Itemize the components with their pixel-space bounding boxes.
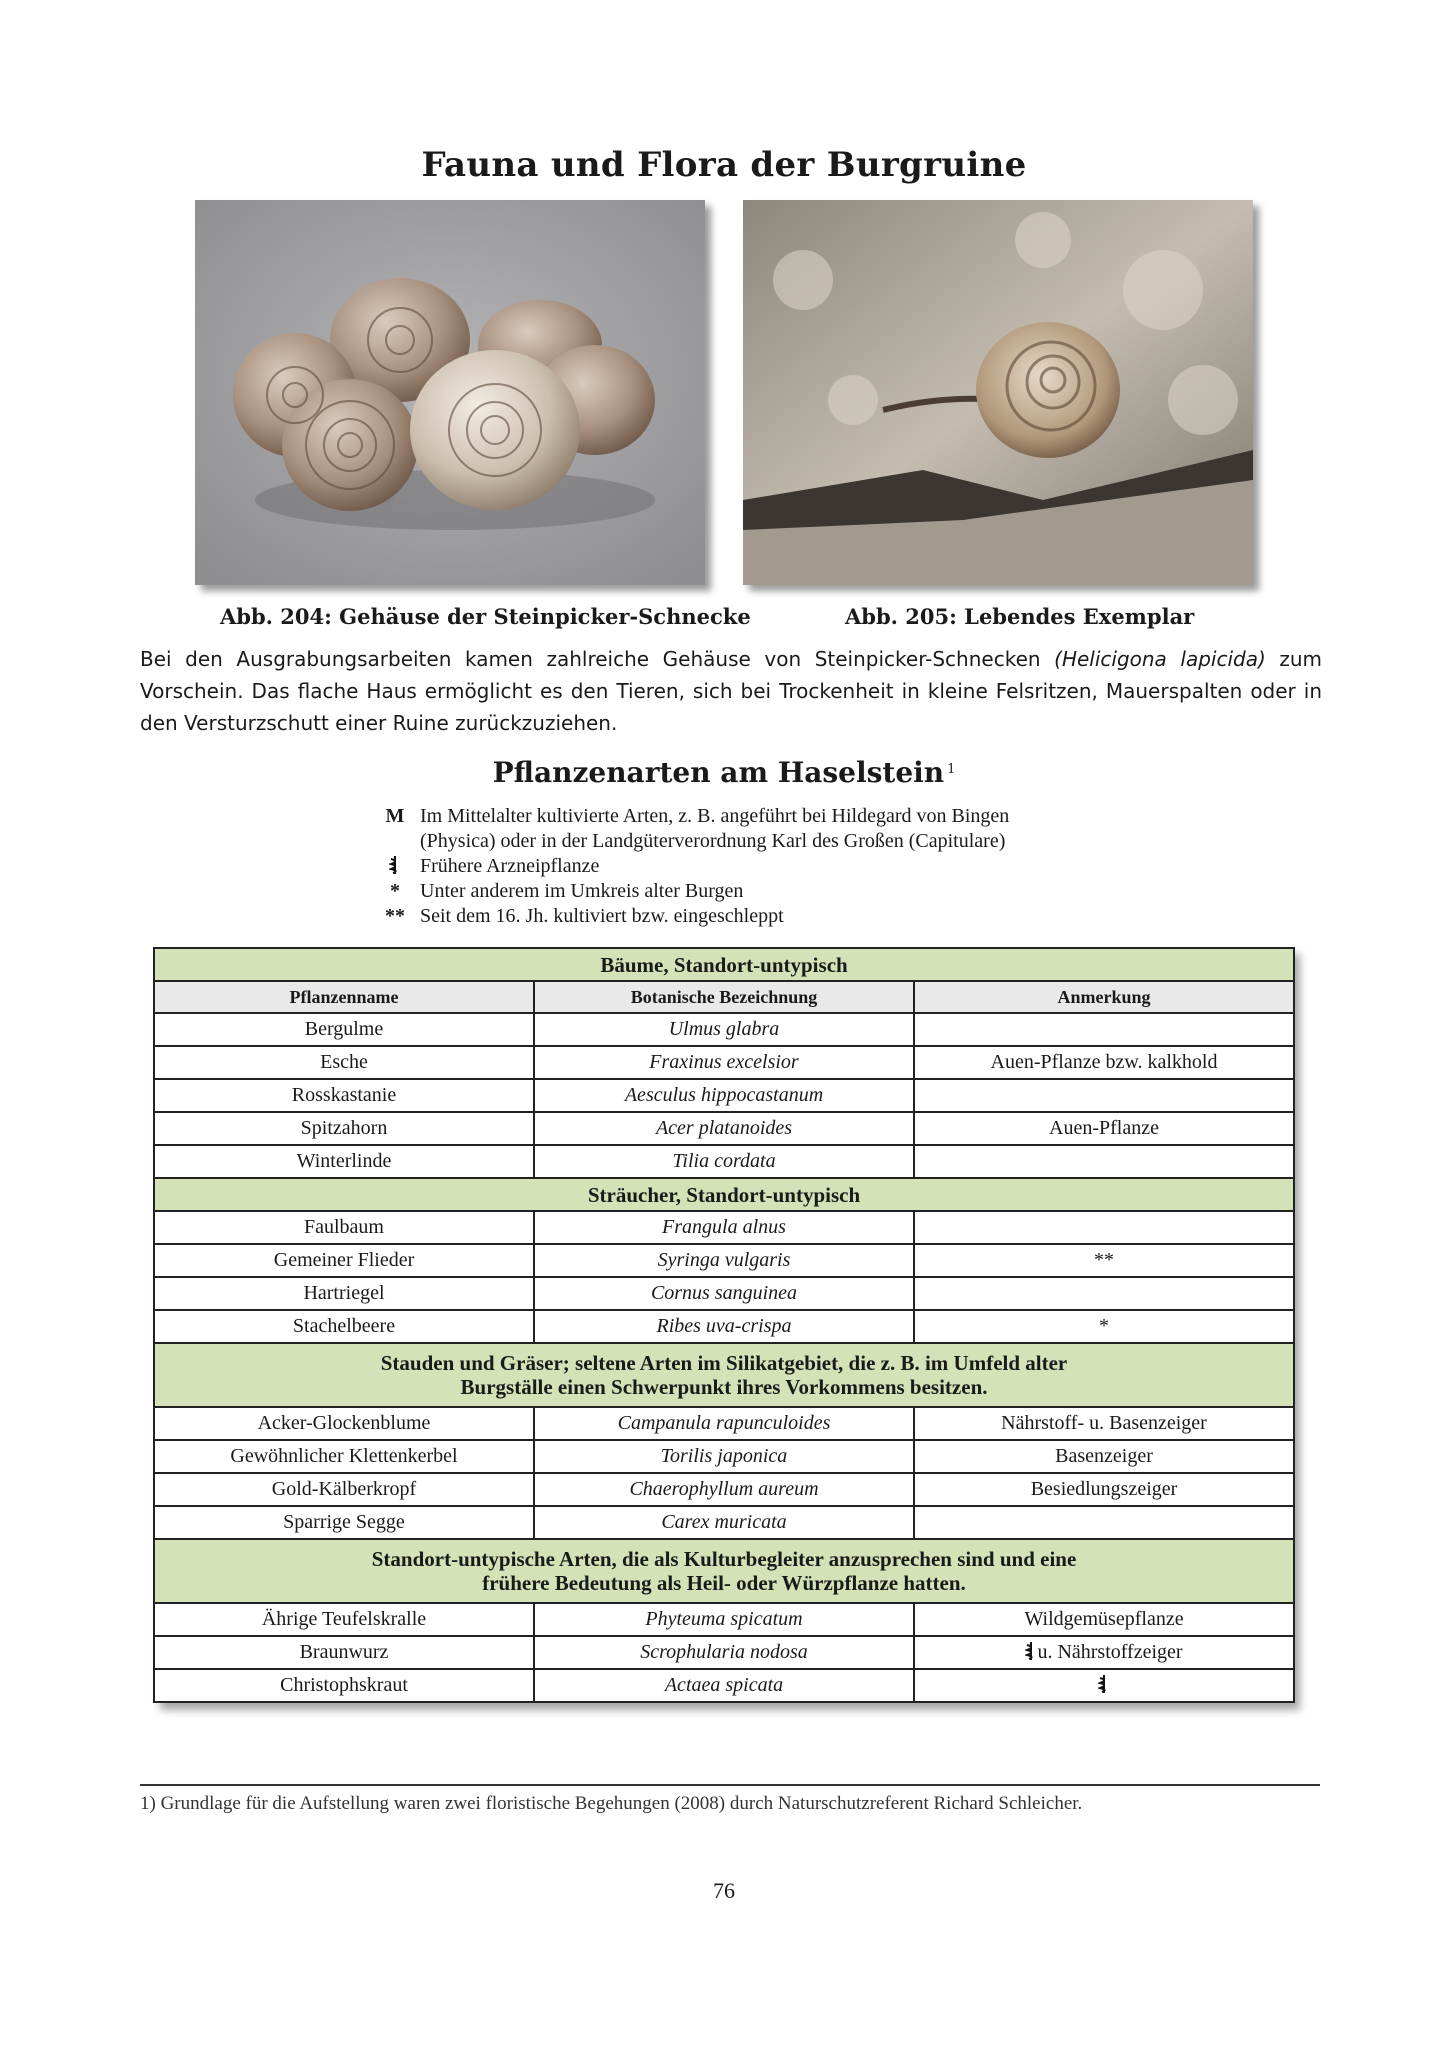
plant-note: Auen-Pflanze xyxy=(914,1112,1294,1145)
plant-name: Acker-Glockenblume xyxy=(154,1407,534,1440)
group-title-line: Standort-untypische Arten, die als Kulturbegleiter anzusprechen sind und eine xyxy=(371,1547,1077,1571)
plant-name: Gold-Kälberkropf xyxy=(154,1473,534,1506)
plant-note xyxy=(914,1145,1294,1178)
plant-name: Sparrige Segge xyxy=(154,1506,534,1539)
plant-note xyxy=(914,1669,1294,1702)
section-heading-text: Pflanzenarten am Haselstein xyxy=(492,756,945,789)
table-row xyxy=(154,1079,1294,1112)
plant-name: Ährige Teufelskralle xyxy=(154,1603,534,1636)
group-title-line: Burgställe einen Schwerpunkt ihres Vorkommens besitzen. xyxy=(460,1375,988,1399)
legend-text: (Physica) oder in der Landgüterverordnung Karl des Großen (Capitulare) xyxy=(420,830,1006,852)
botanical-name: Frangula alnus xyxy=(534,1211,914,1244)
group-title xyxy=(154,1343,1294,1407)
column-header-name: Pflanzenname xyxy=(154,981,534,1013)
legend-symbol: * xyxy=(390,880,400,902)
plant-name: Stachelbeere xyxy=(154,1310,534,1343)
legend-symbol xyxy=(370,854,420,879)
plant-name: Hartriegel xyxy=(154,1277,534,1310)
plant-table xyxy=(153,947,1293,1703)
legend-text: Seit dem 16. Jh. kultiviert bzw. eingeschleppt xyxy=(420,905,784,927)
plant-name: Braunwurz xyxy=(154,1636,534,1669)
plant-name: Bergulme xyxy=(154,1013,534,1046)
table-row xyxy=(154,1310,1294,1343)
plant-name: Winterlinde xyxy=(154,1145,534,1178)
table-row xyxy=(154,1407,1294,1440)
plant-note: Nährstoff- u. Basenzeiger xyxy=(914,1407,1294,1440)
plant-note: * xyxy=(914,1310,1294,1343)
live-snail-photo xyxy=(743,200,1253,585)
page-number: 76 xyxy=(713,1878,735,1903)
plant-note: Wildgemüsepflanze xyxy=(914,1603,1294,1636)
botanical-name: Aesculus hippocastanum xyxy=(534,1079,914,1112)
botanical-name: Fraxinus excelsior xyxy=(534,1046,914,1079)
legend xyxy=(370,804,1130,929)
botanical-name: Phyteuma spicatum xyxy=(534,1603,914,1636)
aesculapian-staff-icon xyxy=(389,855,401,875)
legend-row xyxy=(370,829,1130,854)
table-row xyxy=(154,1440,1294,1473)
plant-name: Spitzahorn xyxy=(154,1112,534,1145)
table-row xyxy=(154,1277,1294,1310)
legend-row xyxy=(370,879,1130,904)
column-header-botanical: Botanische Bezeichnung xyxy=(534,981,914,1013)
plant-note xyxy=(914,1079,1294,1112)
botanical-name: Actaea spicata xyxy=(534,1669,914,1702)
group-title-line: frühere Bedeutung als Heil- oder Würzpflanze hatten. xyxy=(482,1571,966,1595)
plant-note xyxy=(914,1211,1294,1244)
table-group-header xyxy=(154,1539,1294,1603)
table-group-header xyxy=(154,948,1294,981)
botanical-name: Syringa vulgaris xyxy=(534,1244,914,1277)
table-row xyxy=(154,1669,1294,1702)
botanical-name: Acer platanoides xyxy=(534,1112,914,1145)
table-group-header xyxy=(154,1343,1294,1407)
botanical-name: Tilia cordata xyxy=(534,1145,914,1178)
aesculapian-staff-icon xyxy=(1025,1641,1037,1661)
plant-name: Esche xyxy=(154,1046,534,1079)
legend-symbol: M xyxy=(385,805,405,827)
plant-note xyxy=(914,1636,1294,1669)
footnote: 1) Grundlage für die Aufstellung waren zwei floristische Begehungen (2008) durch Naturschutzreferent Richard Schleicher. xyxy=(140,1793,1083,1814)
table-header-row xyxy=(154,981,1294,1013)
table-row xyxy=(154,1244,1294,1277)
snail-shells-photo xyxy=(195,200,705,585)
figure-caption-205: Abb. 205: Lebendes Exemplar xyxy=(845,604,1195,629)
table-row xyxy=(154,1506,1294,1539)
botanical-name: Cornus sanguinea xyxy=(534,1277,914,1310)
group-title: Sträucher, Standort-untypisch xyxy=(154,1178,1294,1211)
table-group-header xyxy=(154,1178,1294,1211)
intro-paragraph xyxy=(140,643,1322,739)
plant-note: Basenzeiger xyxy=(914,1440,1294,1473)
table-row xyxy=(154,1636,1294,1669)
botanical-name: Carex muricata xyxy=(534,1506,914,1539)
plant-note xyxy=(914,1506,1294,1539)
plant-note: Besiedlungszeiger xyxy=(914,1473,1294,1506)
page-title: Fauna und Flora der Burgruine xyxy=(421,145,1027,185)
legend-symbol xyxy=(370,829,420,854)
plant-note xyxy=(914,1277,1294,1310)
table-row xyxy=(154,1013,1294,1046)
plant-name: Gewöhnlicher Klettenkerbel xyxy=(154,1440,534,1473)
botanical-name: Scrophularia nodosa xyxy=(534,1636,914,1669)
group-title: Bäume, Standort-untypisch xyxy=(154,948,1294,981)
plant-name: Rosskastanie xyxy=(154,1079,534,1112)
legend-text: Im Mittelalter kultivierte Arten, z. B. angeführt bei Hildegard von Bingen xyxy=(420,805,1010,827)
plant-name: Christophskraut xyxy=(154,1669,534,1702)
botanical-name: Torilis japonica xyxy=(534,1440,914,1473)
table-row xyxy=(154,1473,1294,1506)
botanical-name: Ribes uva-crispa xyxy=(534,1310,914,1343)
legend-row xyxy=(370,804,1130,829)
figure-caption-204: Abb. 204: Gehäuse der Steinpicker-Schnecke xyxy=(220,604,751,629)
intro-text-after: zum Vorschein. Das flache Haus ermöglicht es den Tieren, sich bei Trockenheit in kleine Felsritzen, Mauerspalten oder in den Versturzschutt einer Ruine zurückzuziehen. xyxy=(140,647,1322,735)
plant-note: Auen-Pflanze bzw. kalkhold xyxy=(914,1046,1294,1079)
table-row xyxy=(154,1211,1294,1244)
group-title-line: Stauden und Gräser; seltene Arten im Silikatgebiet, die z. B. im Umfeld alter xyxy=(380,1351,1068,1375)
legend-text: Unter anderem im Umkreis alter Burgen xyxy=(420,880,744,902)
plant-note-text: u. Nährstoffzeiger xyxy=(1037,1641,1183,1663)
section-heading xyxy=(0,756,1448,789)
table-row xyxy=(154,1046,1294,1079)
botanical-name: Campanula rapunculoides xyxy=(534,1407,914,1440)
botanical-name: Chaerophyllum aureum xyxy=(534,1473,914,1506)
plant-note xyxy=(914,1013,1294,1046)
plant-name: Gemeiner Flieder xyxy=(154,1244,534,1277)
legend-row xyxy=(370,854,1130,879)
intro-text-before: Bei den Ausgrabungsarbeiten kamen zahlreiche Gehäuse von Steinpicker-Schnecken xyxy=(140,647,1055,671)
plant-name: Faulbaum xyxy=(154,1211,534,1244)
column-header-note: Anmerkung xyxy=(914,981,1294,1013)
group-title xyxy=(154,1539,1294,1603)
plant-note: ** xyxy=(914,1244,1294,1277)
legend-symbol: ** xyxy=(385,905,405,927)
intro-latin-name: (Helicigona lapicida) xyxy=(1054,647,1266,671)
table-row xyxy=(154,1145,1294,1178)
legend-row xyxy=(370,904,1130,929)
legend-text: Frühere Arzneipflanze xyxy=(420,855,600,877)
aesculapian-staff-icon xyxy=(1098,1674,1110,1694)
footnote-divider xyxy=(140,1784,1320,1786)
table-row xyxy=(154,1603,1294,1636)
table-row xyxy=(154,1112,1294,1145)
footnote-ref: 1 xyxy=(947,762,956,777)
botanical-name: Ulmus glabra xyxy=(534,1013,914,1046)
